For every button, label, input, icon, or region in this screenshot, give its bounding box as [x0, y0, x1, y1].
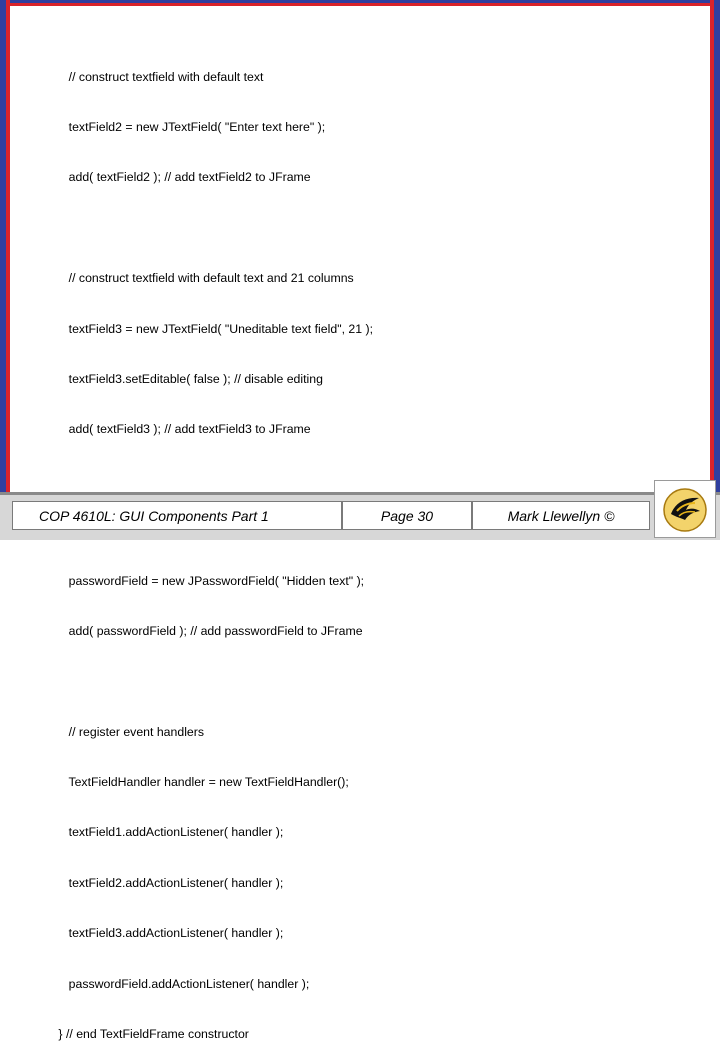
code-line: textField1.addActionListener( handler ); [55, 825, 284, 840]
footer-page-number: Page 30 [342, 501, 472, 530]
code-listing [55, 35, 655, 1060]
logo-graphic [655, 481, 715, 537]
slide-border-right-accent [710, 0, 714, 492]
code-line: // construct textfield with default text [55, 69, 264, 84]
code-line: textField2.addActionListener( handler ); [55, 875, 284, 890]
slide-border-right [714, 0, 720, 492]
code-line: textField3 = new JTextField( "Uneditable text field", 21 ); [55, 321, 374, 336]
code-line: passwordField.addActionListener( handler ); [55, 976, 310, 991]
footer-divider [0, 492, 720, 495]
code-line: textField2 = new JTextField( "Enter text here" ); [55, 119, 326, 134]
code-line: passwordField = new JPasswordField( "Hidden text" ); [55, 573, 365, 588]
code-line: textField3.setEditable( false ); // disable editing [55, 371, 323, 386]
footer-course-title: COP 4610L: GUI Components Part 1 [12, 501, 342, 530]
code-line-blank [55, 220, 655, 237]
slide-border-top-accent [6, 3, 714, 6]
code-line-blank [55, 472, 655, 489]
code-line-blank [55, 673, 655, 690]
code-line: add( passwordField ); // add passwordField to JFrame [55, 623, 363, 638]
code-line: add( textField3 ); // add textField3 to JFrame [55, 422, 311, 437]
code-line: textField3.addActionListener( handler ); [55, 926, 284, 941]
code-line: // construct textfield with default text and 21 columns [55, 271, 354, 286]
slide-border-left-accent [6, 0, 10, 492]
code-line: TextFieldHandler handler = new TextFieldHandler(); [55, 775, 349, 790]
code-line: // register event handlers [55, 724, 205, 739]
ucf-pegasus-logo-icon [654, 480, 716, 538]
footer-author: Mark Llewellyn © [472, 501, 650, 530]
code-line: add( textField2 ); // add textField2 to JFrame [55, 170, 311, 185]
code-line: } // end TextFieldFrame constructor [55, 1027, 249, 1042]
